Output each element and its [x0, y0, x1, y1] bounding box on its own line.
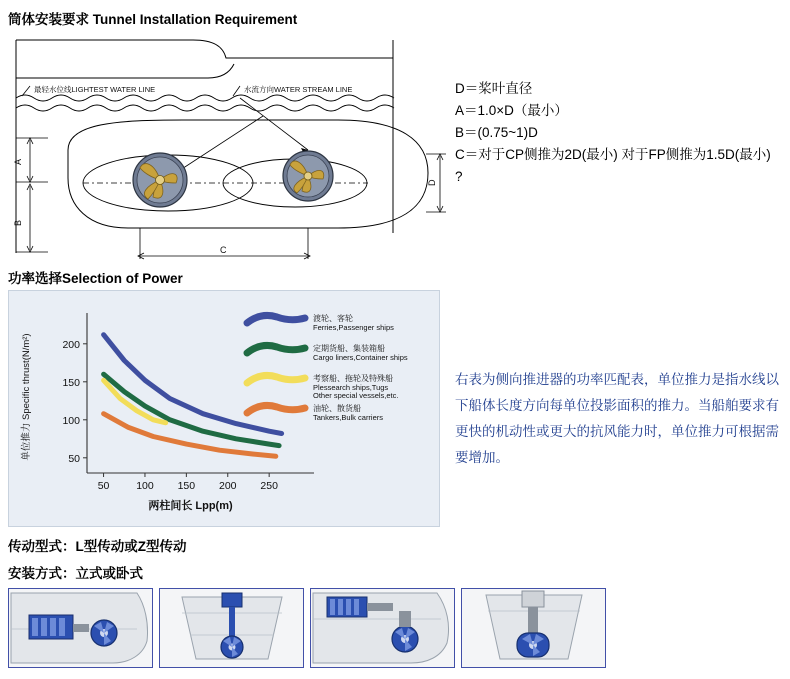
chart-description-note: 右表为侧向推进器的功率匹配表，单位推力是指水线以下船体长度方向每单位投影面积的推力。当船舶要求有更快的机动性或更大的抗风能力时，单位推力可根据需要增加。 — [455, 372, 779, 465]
svg-text:50: 50 — [68, 452, 80, 465]
tunnel-section-title: 筒体安装要求 Tunnel Installation Requirement — [8, 12, 298, 27]
svg-text:Ferries,Passenger ships: Ferries,Passenger ships — [313, 323, 394, 332]
svg-text:Tankers,Bulk carriers: Tankers,Bulk carriers — [313, 413, 384, 422]
dimension-label-a: A — [13, 158, 23, 165]
formula-line-1: D＝桨叶直径 — [455, 81, 533, 96]
svg-text:200: 200 — [218, 480, 237, 492]
svg-text:150: 150 — [177, 480, 196, 492]
svg-text:150: 150 — [62, 376, 80, 389]
svg-text:50: 50 — [97, 480, 110, 492]
svg-text:油轮、散货船: 油轮、散货船 — [313, 404, 361, 413]
thumbnail-2[interactable] — [159, 588, 304, 668]
drive-type-text: 传动型式：L型传动或Z型传动 — [8, 539, 187, 554]
thumbnail-4[interactable] — [461, 588, 606, 668]
tunnel-installation-diagram — [8, 28, 448, 260]
svg-text:Plessearch ships,Tugs: Plessearch ships,Tugs — [313, 383, 389, 392]
dimension-label-c: C — [220, 245, 227, 255]
svg-text:200: 200 — [62, 338, 80, 351]
formula-line-3: B＝(0.75~1)D — [455, 125, 538, 140]
svg-text:Other special vessels,etc.: Other special vessels,etc. — [313, 391, 399, 400]
mount-type-text: 安装方式：立式或卧式 — [8, 566, 143, 581]
dimension-label-b: B — [13, 219, 23, 226]
svg-text:单位推力 Specific thrust(N/m²): 单位推力 Specific thrust(N/m²) — [21, 333, 32, 461]
svg-text:两柱间长 Lpp(m): 两柱间长 Lpp(m) — [148, 500, 233, 512]
specific-thrust-chart — [8, 290, 440, 527]
thumbnail-strip — [8, 588, 783, 670]
formula-line-5: ? — [455, 169, 463, 184]
formula-line-4: C＝对于CP侧推为2D(最小) 对于FP侧推为1.5D(最小) — [455, 147, 771, 162]
label-lightest-water-line: 最轻水位线LIGHTEST WATER LINE — [34, 85, 156, 94]
svg-text:100: 100 — [62, 414, 80, 427]
formula-text-block — [455, 78, 785, 188]
label-water-stream-line: 水流方向WATER STREAM LINE — [244, 85, 353, 94]
svg-text:定期货船、集装箱船: 定期货船、集装箱船 — [313, 344, 385, 353]
svg-text:100: 100 — [136, 480, 154, 492]
formula-line-2: A＝1.0×D（最小） — [455, 103, 568, 118]
power-section-title: 功率选择Selection of Power — [8, 271, 183, 286]
svg-text:考察船、拖轮及特殊船: 考察船、拖轮及特殊船 — [313, 374, 393, 383]
svg-text:Cargo liners,Container ships: Cargo liners,Container ships — [313, 353, 408, 362]
svg-text:250: 250 — [260, 480, 278, 492]
thumbnail-3[interactable] — [310, 588, 455, 668]
dimension-label-d: D — [427, 179, 437, 186]
thumbnail-1[interactable] — [8, 588, 153, 668]
svg-text:渡轮、客轮: 渡轮、客轮 — [313, 314, 353, 323]
